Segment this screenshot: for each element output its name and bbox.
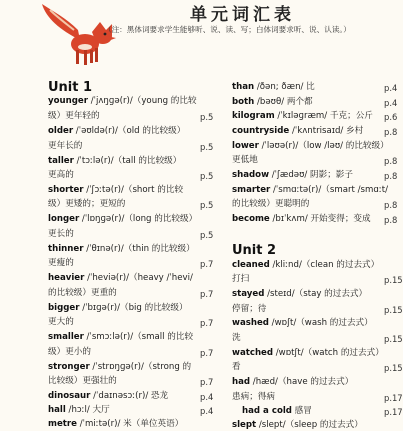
word: washed	[232, 318, 269, 328]
word: shorter	[48, 185, 84, 195]
word: heavier	[48, 273, 85, 283]
word: stayed	[232, 289, 265, 299]
word: cleaned	[232, 260, 270, 270]
word: smarter	[232, 185, 271, 195]
word: metre	[48, 419, 77, 429]
word: older	[48, 126, 74, 136]
page-note: （注：黑体词要求学生能够听、说、读、写；白体词要求听、说、认读。）	[104, 25, 351, 34]
word: smaller	[48, 332, 84, 342]
word: stronger	[48, 362, 90, 372]
word: bigger	[48, 303, 80, 313]
word: had a cold	[242, 406, 292, 416]
word: than	[232, 82, 255, 92]
unit-2-title: Unit 2	[232, 243, 277, 258]
word: younger	[48, 96, 88, 106]
page-title: 单元词汇表	[190, 5, 295, 25]
word: lower	[232, 141, 259, 151]
word: longer	[48, 214, 80, 224]
word: slept	[232, 420, 257, 430]
word: taller	[48, 156, 74, 166]
word: both	[232, 97, 255, 107]
word: dinosaur	[48, 391, 91, 401]
word: become	[232, 214, 270, 224]
word: thinner	[48, 244, 84, 254]
unit-1-title: Unit 1	[48, 80, 93, 95]
word: hall	[48, 405, 66, 415]
word: kilogram	[232, 111, 275, 121]
vocabulary-page: 单元词汇表 （注：黑体词要求学生能够听、说、读、写；白体词要求听、说、认读。） Unit 1 younger /ˈjʌŋɡə(r)/（young 的比较 级）更年轻的 p.5 older /ˈəʊldə(r)/（old 的比较级） 更年长的 p.5 taller /ˈtɔːlə(r)/（tall 的比较级） 更高的 p.5 shorter /ˈʃɔːtə(r)/（short 的比较 级）更矮的；更短的 p.5 longer /ˈlɒŋɡə(r)/（long 的比较级） 更长的 p.5 thinner /ˈθɪnə(r)/（thin 的比较级） 更瘦的 p.7 heavier /ˈheviə(r)/（heavy /ˈhevi/ 的比较级）更重的 p.7 bigger /ˈbɪɡə(r)/（big 的比较级） 更大的 p.7 smaller /ˈsmɔːlə(r)/（small 的比较 级）更小的 p.7 stronger /ˈstrɒŋɡə(r)/（strong 的 比较级）更强壮的 p.7 dinosaur /ˈdaɪnəsɔː(r)/ 恐龙 p.4 hall /hɔːl/ 大厅 p.4 metre /ˈmiːtə(r)/ 米（单位英语） than /ðən; ðæn/ 比 p.4 both /bəʊθ/ 两个都 p.4 kilogram /ˈkɪləɡræm/ 千克；公斤 p.6 countryside /ˈkʌntrisaɪd/ 乡村 p.8 lower /ˈləʊə(r)/（low /ləʊ/ 的比较级） 更低地 p.8 shadow /ˈʃædəʊ/ 阴影；影子 p.8 smarter /ˈsmɑːtə(r)/（smart /smɑːt/ 的比较级）更聪明的 p.8 become /bɪˈkʌm/ 开始变得；变成 p.8 Unit 2 cleaned /kliːnd/（clean 的过去式） 打扫 p.15 stayed /steɪd/（stay 的过去式） 停留；待 p.15 washed /wɒʃt/（wash 的过去式） 洗 p.15 watched /wɒtʃt/（watch 的过去式） 看 p.15 had /hæd/（have 的过去式） 患病；得病 p.17 had a cold 感冒 p.17 slept /slept/（sleep 的过去式）	[0, 0, 400, 427]
word: countryside	[232, 126, 290, 136]
word: shadow	[232, 170, 270, 180]
word: watched	[232, 348, 274, 358]
word: had	[232, 377, 251, 387]
